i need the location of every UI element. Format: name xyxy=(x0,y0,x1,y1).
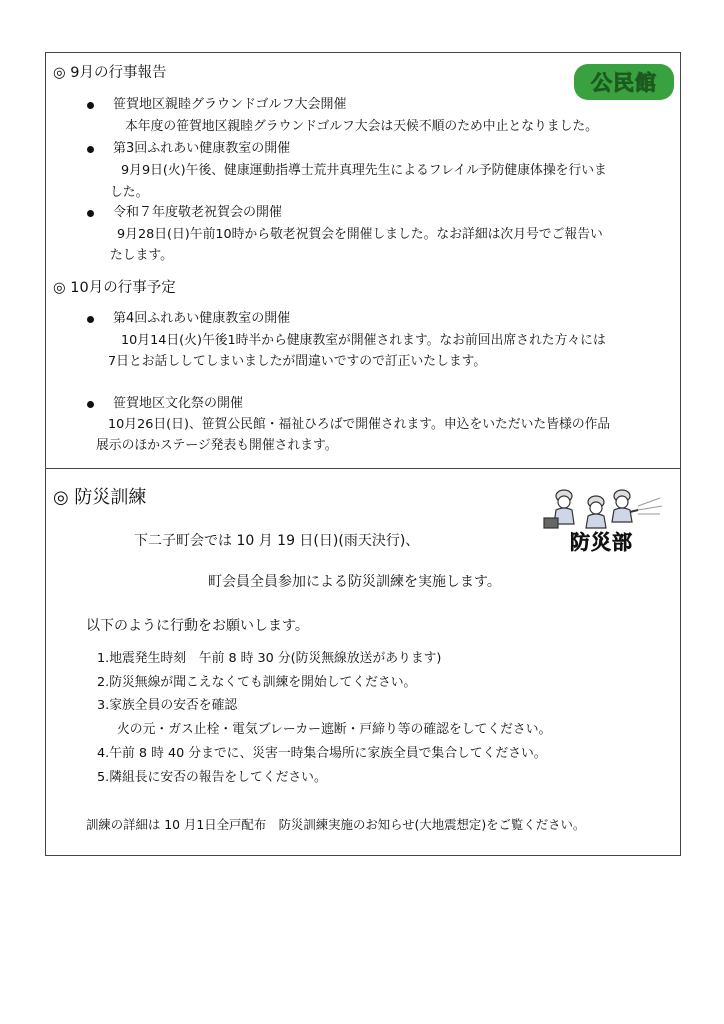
event-title: 令和７年度敬老祝賀会の開催 xyxy=(113,205,283,220)
bullet-icon xyxy=(87,401,94,408)
event-title: 笹賀地区文化祭の開催 xyxy=(113,396,244,411)
kominkan-logo xyxy=(574,64,674,100)
october-plan-heading: ◎ 10月の行事予定 xyxy=(53,280,176,296)
drill-intro-line1: 下二子町会では 10 月 19 日(日)(雨天決行)、 xyxy=(134,533,420,549)
event-body: 7日とお話ししてしまいましたが間違いですので訂正いたします。 xyxy=(108,354,487,369)
september-report-heading: ◎ 9月の行事報告 xyxy=(53,65,167,81)
event-body: 9月9日(火)午後、健康運動指導士荒井真理先生によるフレイル予防健康体操を行いま xyxy=(121,163,607,178)
bullet-icon xyxy=(87,102,94,109)
event-body: 本年度の笹賀地区親睦グラウンドゴルフ大会は天候不順のため中止となりました。 xyxy=(125,119,598,134)
drill-details-note: 訓練の詳細は 10 月1日全戸配布 防災訓練実施のお知らせ(大地震想定)をご覧ください。 xyxy=(86,817,586,832)
kominkan-logo-text: 公民館 xyxy=(591,71,657,95)
event-title: 笹賀地区親睦グラウンドゴルフ大会開催 xyxy=(113,97,347,112)
disaster-department-label: 防災部 xyxy=(570,530,633,554)
drill-step: 1.地震発生時刻 午前 8 時 30 分(防災無線放送があります) xyxy=(97,651,442,666)
event-body: した。 xyxy=(110,185,149,200)
event-title: 第4回ふれあい健康教室の開催 xyxy=(113,311,291,326)
event-body: たします。 xyxy=(110,248,173,263)
event-body: 10月26日(日)、笹賀公民館・福祉ひろばで開催されます。申込をいただいた皆様の作品 xyxy=(108,417,611,432)
bullet-icon xyxy=(87,210,94,217)
drill-step-detail: 火の元・ガス止栓・電気ブレーカー遮断・戸締り等の確認をしてください。 xyxy=(117,722,552,737)
drill-step: 5.隣組長に安否の報告をしてください。 xyxy=(97,770,327,785)
event-body: 展示のほかステージ発表も開催されます。 xyxy=(96,438,338,453)
event-title: 第3回ふれあい健康教室の開催 xyxy=(113,141,291,156)
bullet-icon xyxy=(87,316,94,323)
drill-step: 3.家族全員の安否を確認 xyxy=(97,698,238,713)
bullet-icon xyxy=(87,146,94,153)
drill-step: 4.午前 8 時 40 分までに、災害一時集合場所に家族全員で集合してください。 xyxy=(97,746,547,761)
disaster-drill-heading: ◎ 防災訓練 xyxy=(53,487,147,508)
event-body: 9月28日(日)午前10時から敬老祝賀会を開催しました。なお詳細は次月号でご報告い xyxy=(117,227,603,242)
drill-step: 2.防災無線が聞こえなくても訓練を開始してください。 xyxy=(97,675,417,690)
drill-intro-line2: 町会員全員参加による防災訓練を実施します。 xyxy=(208,574,501,590)
event-body: 10月14日(火)午後1時半から健康教室が開催されます。なお前回出席された方々には xyxy=(121,333,606,348)
drill-request: 以下のように行動をお願いします。 xyxy=(86,618,309,634)
